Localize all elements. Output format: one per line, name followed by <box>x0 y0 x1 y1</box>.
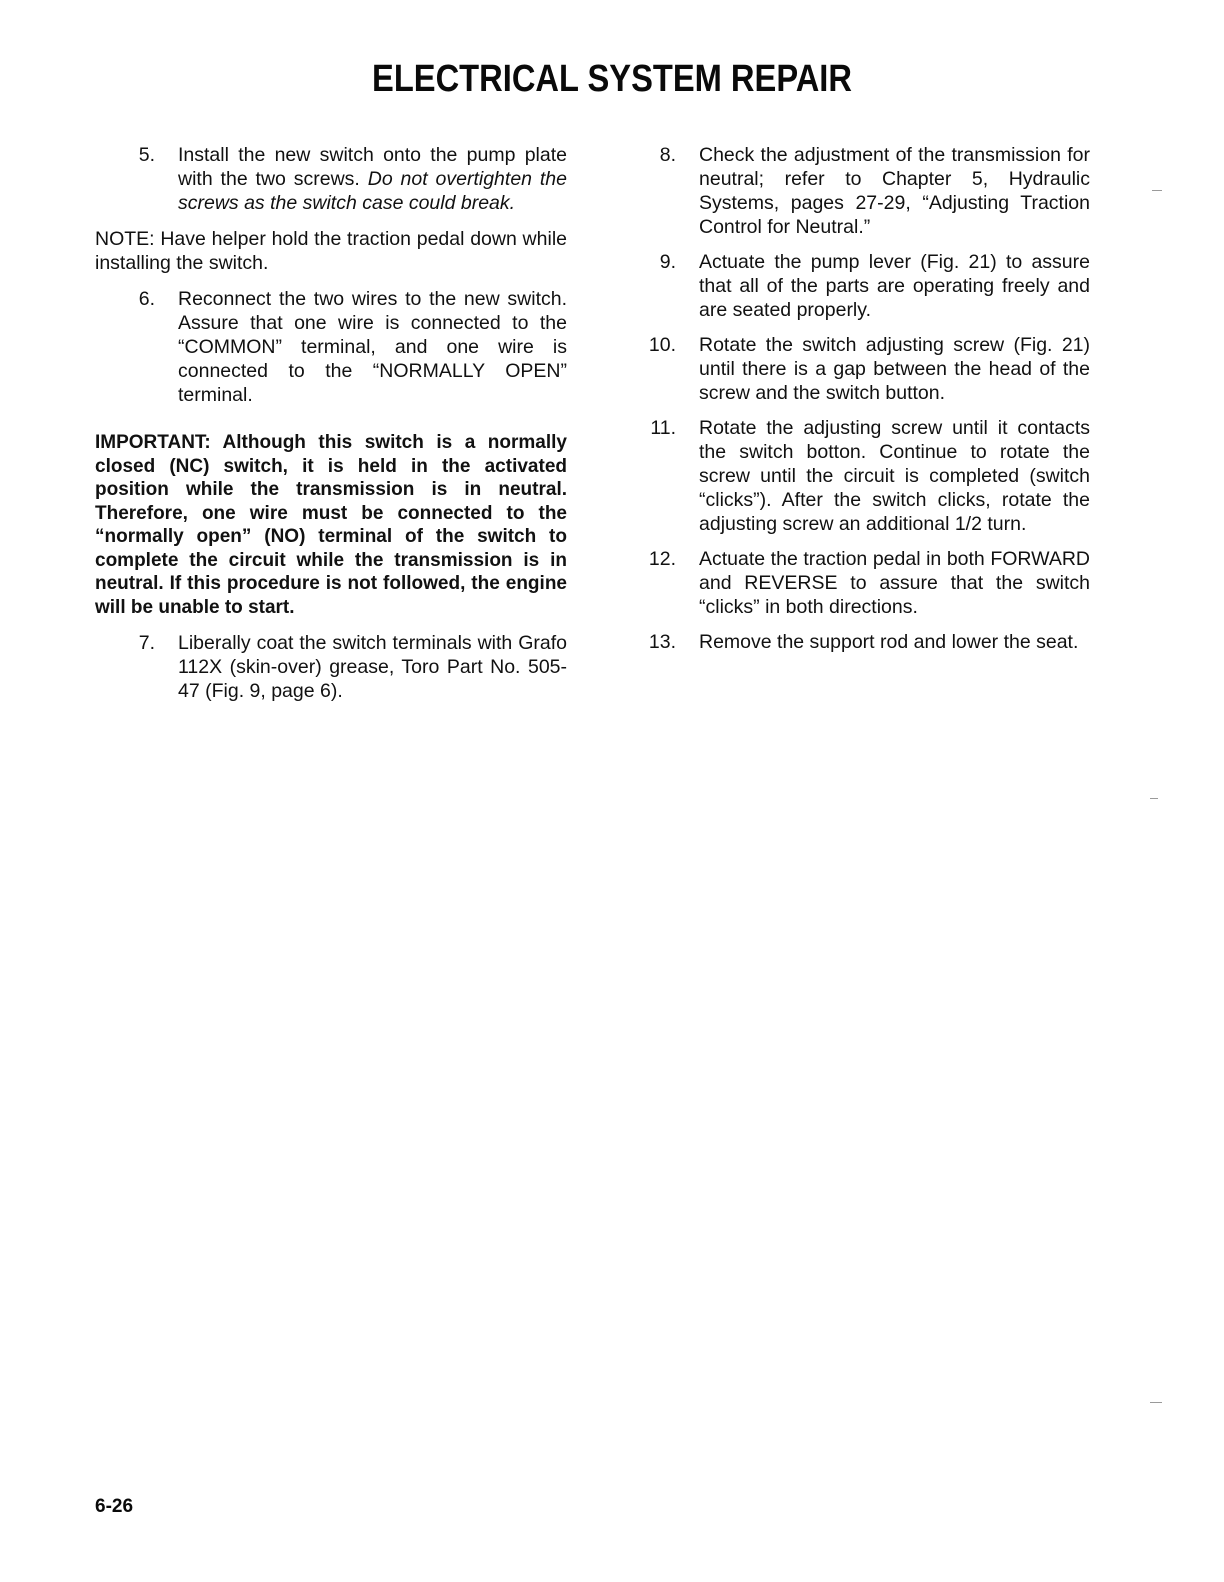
step-number: 9. <box>659 251 676 273</box>
step-9 <box>648 250 1090 322</box>
page-number: 6-26 <box>95 1496 134 1517</box>
step-text: Liberally coat the switch terminals with Grafo 112X (skin-over) grease, Toro Part No. 505-47 (Fig. 9, page 6). <box>178 632 567 702</box>
step-text: Remove the support rod and lower the seat. <box>699 631 1079 653</box>
step-number: 10. <box>648 334 676 356</box>
step-text: Check the adjustment of the transmission for neutral; refer to Chapter 5, Hydraulic Systems, pages 27-29, “Adjusting Traction Control for Neutral.” <box>699 144 1090 238</box>
step-5-text: Install the new switch onto the pump plate with the two screws. <box>178 144 567 190</box>
step-12 <box>648 547 1090 619</box>
scan-mark <box>1150 798 1158 799</box>
right-column <box>648 143 1090 654</box>
left-column <box>95 143 567 703</box>
step-number: 6. <box>138 288 155 310</box>
step-number: 12. <box>648 548 676 570</box>
scan-mark <box>1150 1402 1162 1403</box>
step-text <box>178 143 567 215</box>
step-number: 13. <box>648 631 676 653</box>
step-11 <box>648 416 1090 536</box>
step-number: 11. <box>650 417 676 439</box>
step-7 <box>95 631 567 703</box>
step-number: 7. <box>138 632 155 654</box>
step-number: 8. <box>659 144 676 166</box>
step-text: Reconnect the two wires to the new switch. Assure that one wire is connected to the “COMMON” terminal, and one wire is connected to the “NORMALLY OPEN” terminal. <box>178 288 567 406</box>
step-6 <box>95 287 567 407</box>
step-5 <box>95 143 567 215</box>
step-text: Actuate the pump lever (Fig. 21) to assure that all of the parts are operating freely and are seated properly. <box>699 251 1090 321</box>
step-text: Actuate the traction pedal in both FORWARD and REVERSE to assure that the switch “clicks” in both directions. <box>699 548 1090 618</box>
step-13 <box>648 630 1090 654</box>
step-5-caution: Do not overtighten the screws as the switch case could break. <box>178 168 567 214</box>
page-title: ELECTRICAL SYSTEM REPAIR <box>372 58 852 100</box>
note-paragraph: NOTE: Have helper hold the traction pedal down while installing the switch. <box>95 228 567 274</box>
important-warning: IMPORTANT: Although this switch is a normally closed (NC) switch, it is held in the activated position while the transmission is in neutral. Therefore, one wire must be connected to the “normally open” (NO) terminal of the switch to complete the circuit while the transmission is in neutral. If this procedure is not followed, the engine will be unable to start. <box>95 432 567 618</box>
step-text: Rotate the adjusting screw until it contacts the switch botton. Continue to rotate the screw until the circuit is completed (switch “clicks”). After the switch clicks, rotate the adjusting screw an additional 1/2 turn. <box>699 417 1090 535</box>
step-8 <box>648 143 1090 239</box>
step-number: 5. <box>138 144 155 166</box>
scan-mark <box>1152 190 1162 191</box>
step-text: Rotate the switch adjusting screw (Fig. 21) until there is a gap between the head of the screw and the switch button. <box>699 334 1090 404</box>
step-10 <box>648 333 1090 405</box>
